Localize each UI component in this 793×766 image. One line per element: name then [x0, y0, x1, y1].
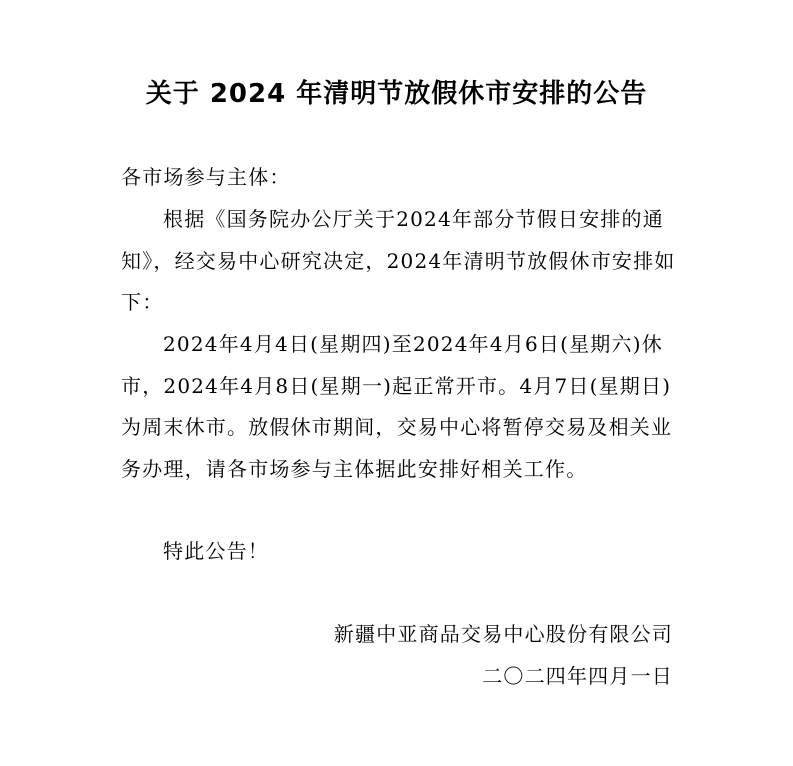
paragraph-schedule: 2024年4月4日(星期四)至2024年4月6日(星期六)休市，2024年4月8日(星期一)起正常开市。4月7日(星期日)为周末休市。放假休市期间，交易中心将暂停交易及相关业务办理，请各市场参与主体据此安排好相关工作。 — [121, 332, 673, 481]
closing-remark: 特此公告！ — [163, 539, 269, 563]
salutation: 各市场参与主体： — [121, 165, 291, 189]
paragraph-basis: 根据《国务院办公厅关于2024年部分节假日安排的通知》，经交易中心研究决定，2024年清明节放假休市安排如下： — [121, 207, 676, 314]
notice-title: 关于 2024 年清明节放假休市安排的公告 — [145, 79, 648, 109]
issuing-organization: 新疆中亚商品交易中心股份有限公司 — [333, 622, 673, 646]
issue-date: 二〇二四年四月一日 — [482, 664, 673, 688]
